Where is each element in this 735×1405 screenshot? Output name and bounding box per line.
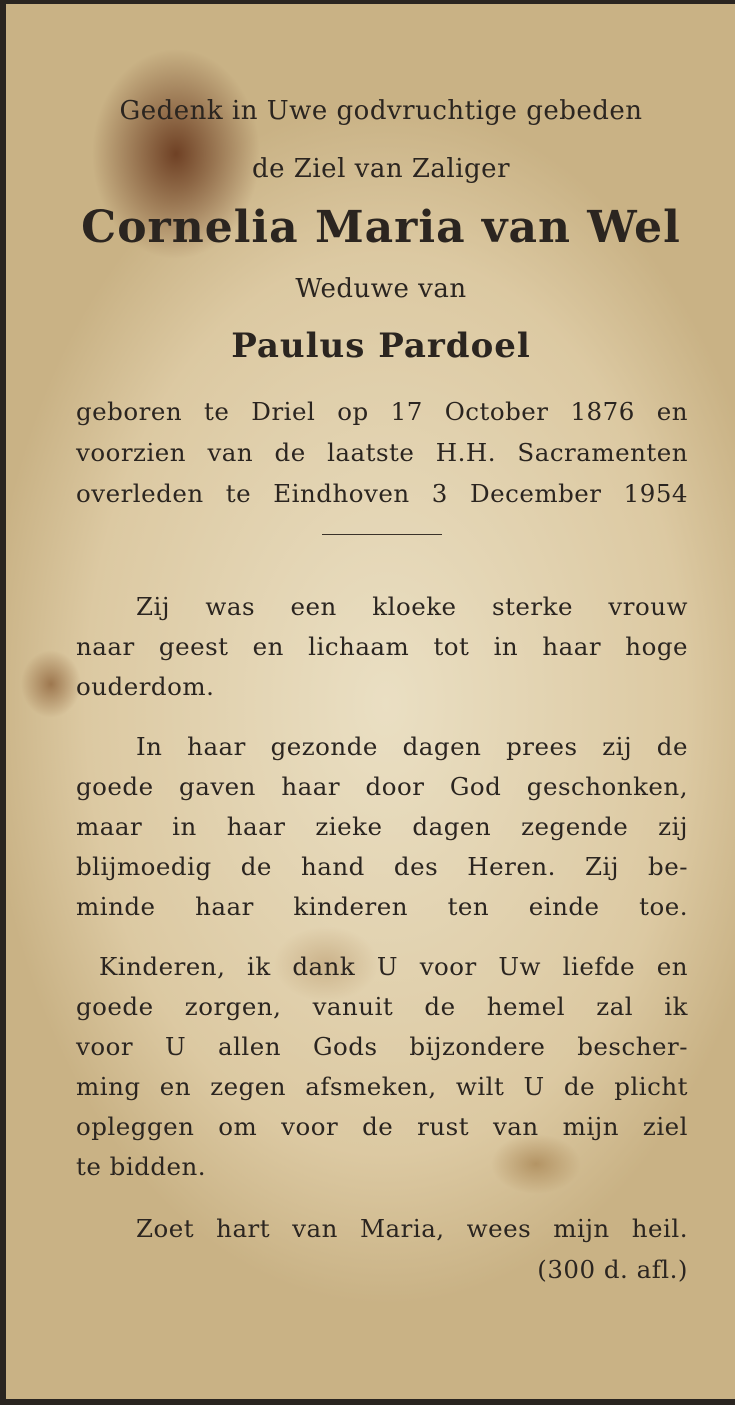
header-line-2: de Ziel van Zaliger	[252, 154, 510, 184]
paragraph-3-line: opleggen om voor de rust van mijn ziel	[76, 1112, 688, 1141]
date-line-sacraments: voorzien van de laatste H.H. Sacramenten	[76, 438, 688, 467]
paragraph-2-line: blijmoedig de hand des Heren. Zij be-	[76, 852, 688, 881]
paragraph-2-line: maar in haar zieke dagen zegende zij	[76, 812, 688, 841]
date-line-birth: geboren te Driel op 17 October 1876 en	[76, 397, 688, 426]
deceased-name: Cornelia Maria van Wel	[81, 202, 681, 253]
indulgence-note: (300 d. afl.)	[537, 1255, 688, 1284]
widow-of-label: Weduwe van	[295, 274, 467, 304]
date-line-death: overleden te Eindhoven 3 December 1954	[76, 479, 688, 508]
paragraph-3-line: te bidden.	[76, 1152, 207, 1181]
header-line-1: Gedenk in Uwe godvruchtige gebeden	[119, 96, 643, 126]
paragraph-1-line: naar geest en lichaam tot in haar hoge	[76, 632, 688, 661]
divider	[322, 534, 442, 535]
paragraph-3-line: ming en zegen afsmeken, wilt U de plicht	[76, 1072, 688, 1101]
paragraph-2-line: goede gaven haar door God geschonken,	[76, 772, 688, 801]
paragraph-1-line: ouderdom.	[76, 672, 215, 701]
paragraph-3-line: voor U allen Gods bijzondere bescher-	[76, 1032, 688, 1061]
paragraph-1-line: Zij was een kloeke sterke vrouw	[136, 592, 688, 621]
paragraph-3-line: goede zorgen, vanuit de hemel zal ik	[76, 992, 688, 1021]
closing-prayer: Zoet hart van Maria, wees mijn heil.	[136, 1214, 688, 1243]
paragraph-3-line: Kinderen, ik dank U voor Uw liefde en	[99, 952, 688, 981]
paragraph-2-line: minde haar kinderen ten einde toe.	[76, 892, 688, 921]
husband-name: Paulus Pardoel	[231, 326, 531, 366]
paragraph-2-line: In haar gezonde dagen prees zij de	[136, 732, 688, 761]
